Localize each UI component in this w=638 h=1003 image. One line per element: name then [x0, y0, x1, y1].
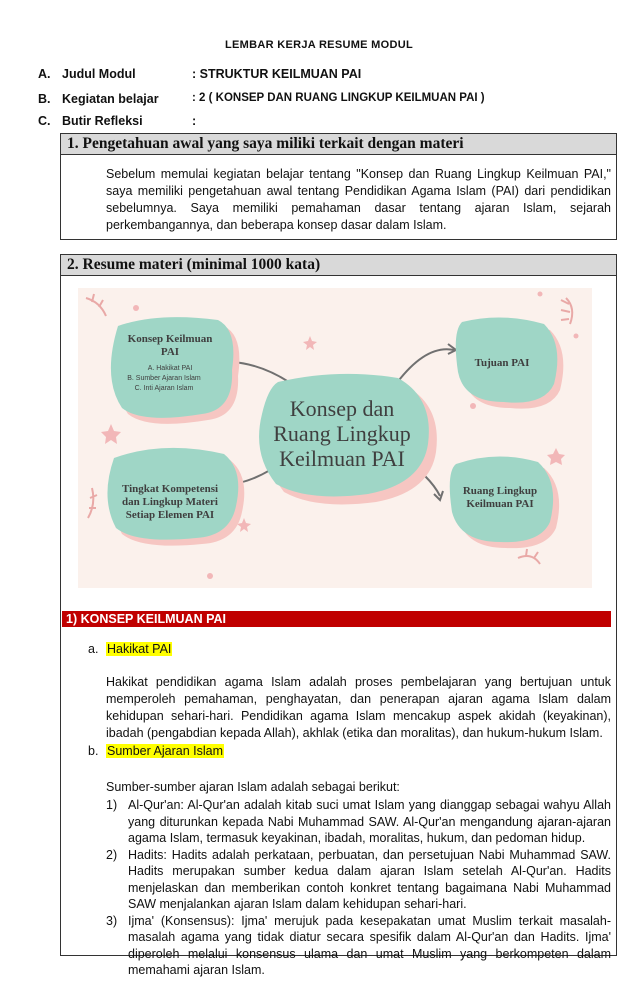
sub-letter: a. [88, 642, 99, 656]
meta-value: : [192, 114, 197, 128]
meta-value: : STRUKTUR KEILMUAN PAI [192, 67, 362, 81]
center-line1: Konsep dan [289, 396, 395, 421]
bl-title1: Tingkat Kompetensi [121, 483, 219, 495]
br-title1: Ruang Lingkup [462, 485, 538, 497]
sub-letter: b. [88, 744, 99, 758]
section-heading: 1. Pengetahuan awal yang saya miliki terkait dengan materi [61, 134, 616, 155]
bl-title2: dan Lingkup Materi [122, 496, 218, 508]
tr-title: Tujuan PAI [474, 357, 530, 369]
list-item: 1) Al-Qur'an: Al-Qur'an adalah kitab suci umat Islam yang dianggap sebagai wahyu Allah yang diturunkan kepada Nabi Muhammad SAW. Al-Qur'an mengandung ajaran-ajaran agama Islam, termasuk keyakinan, ibadah, moralitas, hukum, dan pedoman hidup. [106, 798, 611, 845]
section-red-heading: 1) KONSEP KEILMUAN PAI [62, 611, 611, 627]
meta-label: Kegiatan belajar [62, 92, 159, 106]
bl-title3: Setiap Elemen PAI [125, 509, 215, 521]
tl-title2: PAI [160, 346, 180, 358]
br-title2: Keilmuan PAI [466, 498, 534, 510]
tl-item3: C. Inti Ajaran Islam [134, 385, 194, 392]
sources-list [106, 797, 611, 979]
tl-item1: A. Hakikat PAI [147, 365, 193, 372]
list-item: 3) Ijma' (Konsensus): Ijma' merujuk pada kesepakatan umat Muslim terkait masalah-masalah agama yang tidak diatur secara spesifik dalam Al-Qur'an dan Hadits. Ijma' diperoleh melalui konsensus ulama dan umat Muslim yang berkompeten dalam memahami ajaran Islam. [106, 913, 611, 977]
meta-label: Butir Refleksi [62, 114, 143, 128]
subheading-a [88, 642, 172, 656]
sub-label: Sumber Ajaran Islam [107, 744, 224, 758]
sources-intro: Sumber-sumber ajaran Islam adalah sebagai berikut: [106, 780, 400, 794]
prior-knowledge-text: Sebelum memulai kegiatan belajar tentang "Konsep dan Ruang Lingkup Keilmuan PAI," saya memiliki pengetahuan awal tentang Pendidikan Agama Islam (PAI) dari pendidikan sebelumnya. Saya memiliki pemahaman dasar tentang ajaran Islam, sejarah perkembangannya, dan beberapa konsep dasar dalam Islam. [106, 167, 611, 232]
mindmap-image [78, 288, 592, 588]
subheading-b [88, 744, 224, 758]
tl-title1: Konsep Keilmuan [127, 333, 213, 345]
center-line2: Ruang Lingkup [273, 421, 411, 446]
meta-key: C. [38, 114, 51, 128]
center-line3: Keilmuan PAI [279, 446, 405, 471]
document-title: LEMBAR KERJA RESUME MODUL [225, 39, 413, 51]
hakikat-text: Hakikat pendidikan agama Islam adalah proses pembelajaran yang bertujuan untuk memperoleh pemahaman, penghayatan, dan penerapan ajaran agama Islam dalam kehidupan sehari-hari. Pendidikan agama Islam mencakup aspek akidah (keyakinan), ibadah (pengabdian kepada Allah), akhlak (etika dan moralitas), dan hukum-hukum Islam. [106, 675, 611, 740]
section-heading: 2. Resume materi (minimal 1000 kata) [61, 255, 616, 276]
meta-label: Judul Modul [62, 67, 136, 81]
sub-label: Hakikat PAI [107, 642, 172, 656]
meta-key: B. [38, 92, 51, 106]
meta-key: A. [38, 67, 51, 81]
tl-item2: B. Sumber Ajaran Islam [127, 375, 201, 382]
meta-value: : 2 ( KONSEP DAN RUANG LINGKUP KEILMUAN PAI ) [192, 92, 485, 104]
list-item: 2) Hadits: Hadits adalah perkataan, perbuatan, dan persetujuan Nabi Muhammad SAW. Hadits merupakan sumber kedua dalam ajaran Islam setelah Al-Qur'an. Hadits menjelaskan dan memberikan contoh konkret tentang bagaimana Nabi Muhammad SAW menjalankan ajaran Islam dalam kehidupan sehari-hari. [106, 847, 611, 911]
